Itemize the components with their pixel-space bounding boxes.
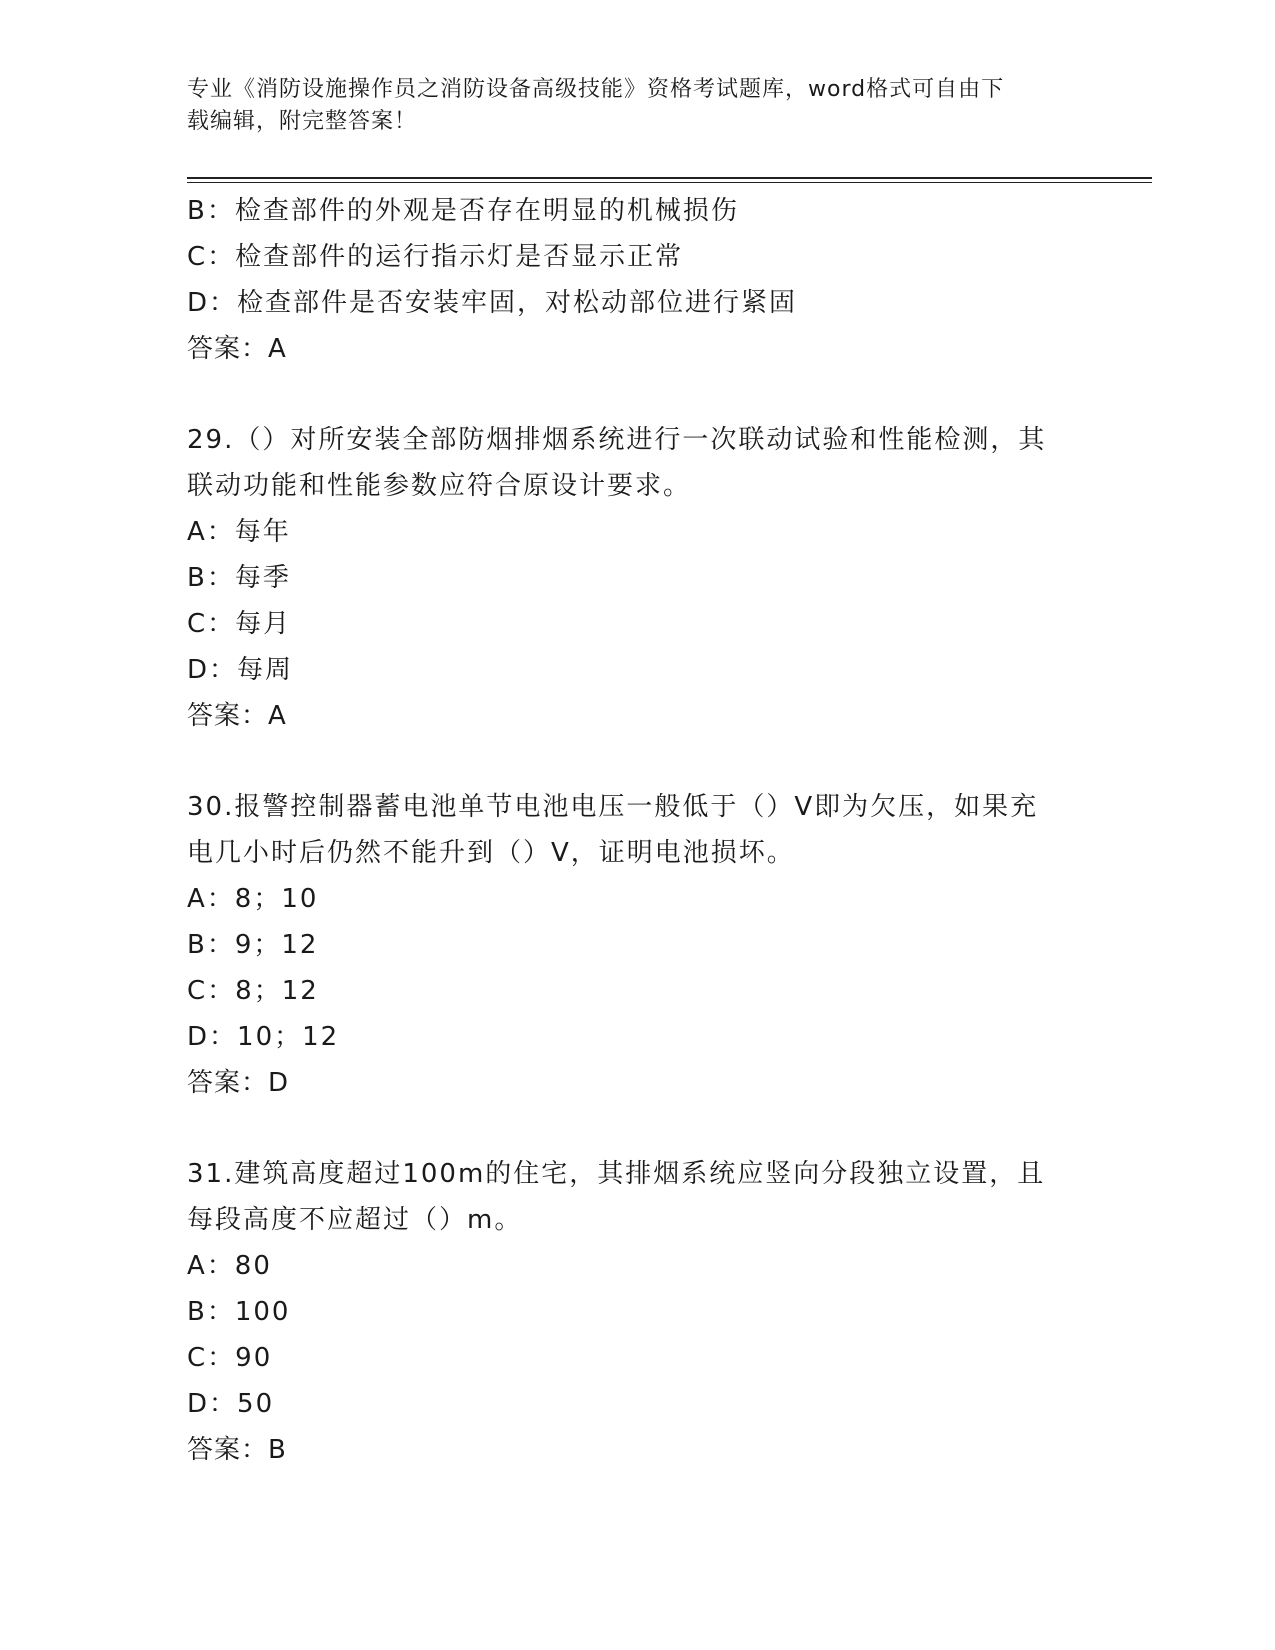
option-d: D：每周: [187, 655, 294, 685]
header-line-1: 专业《消防设施操作员之消防设备高级技能》资格考试题库，word格式可自由下: [187, 77, 1005, 102]
question-28-tail: [187, 188, 1087, 372]
question-text-line-2: 电几小时后仍然不能升到（）V，证明电池损坏。: [187, 838, 795, 868]
question-text-line-1: 30.报警控制器蓄电池单节电池电压一般低于（）V即为欠压，如果充: [187, 792, 1039, 822]
question-text-line-1: 31.建筑高度超过100m的住宅，其排烟系统应竖向分段独立设置，且: [187, 1159, 1046, 1189]
header-divider-thick: [187, 177, 1152, 179]
question-list: [187, 188, 1087, 1473]
option-b: B：9；12: [187, 930, 319, 960]
option-c: C：每月: [187, 609, 292, 639]
answer: 答案：A: [187, 701, 287, 731]
question-text-line-2: 联动功能和性能参数应符合原设计要求。: [187, 471, 692, 501]
option-b: B：每季: [187, 563, 291, 593]
option-d: D：检查部件是否安装牢固，对松动部位进行紧固: [187, 288, 798, 318]
answer: 答案：D: [187, 1068, 290, 1098]
option-c: C：90: [187, 1343, 273, 1373]
option-c: C：8；12: [187, 976, 319, 1006]
option-a: A：80: [187, 1251, 272, 1281]
option-d: D：50: [187, 1389, 275, 1419]
question-30: [187, 784, 1087, 1106]
header-divider-thin: [187, 182, 1152, 183]
question-text-line-1: 29.（）对所安装全部防烟排烟系统进行一次联动试验和性能检测，其: [187, 425, 1047, 455]
answer: 答案：B: [187, 1435, 287, 1465]
option-b: B：100: [187, 1297, 291, 1327]
option-d: D：10；12: [187, 1022, 340, 1052]
option-c: C：检查部件的运行指示灯是否显示正常: [187, 242, 684, 272]
answer: 答案：A: [187, 334, 287, 364]
question-29: [187, 417, 1087, 739]
header-line-2: 载编辑，附完整答案！: [187, 109, 418, 134]
option-b: B：检查部件的外观是否存在明显的机械损伤: [187, 196, 739, 226]
question-31: [187, 1151, 1087, 1473]
document-header: [187, 74, 1067, 138]
option-a: A：8；10: [187, 884, 319, 914]
question-text-line-2: 每段高度不应超过（）m。: [187, 1205, 523, 1235]
option-a: A：每年: [187, 517, 291, 547]
